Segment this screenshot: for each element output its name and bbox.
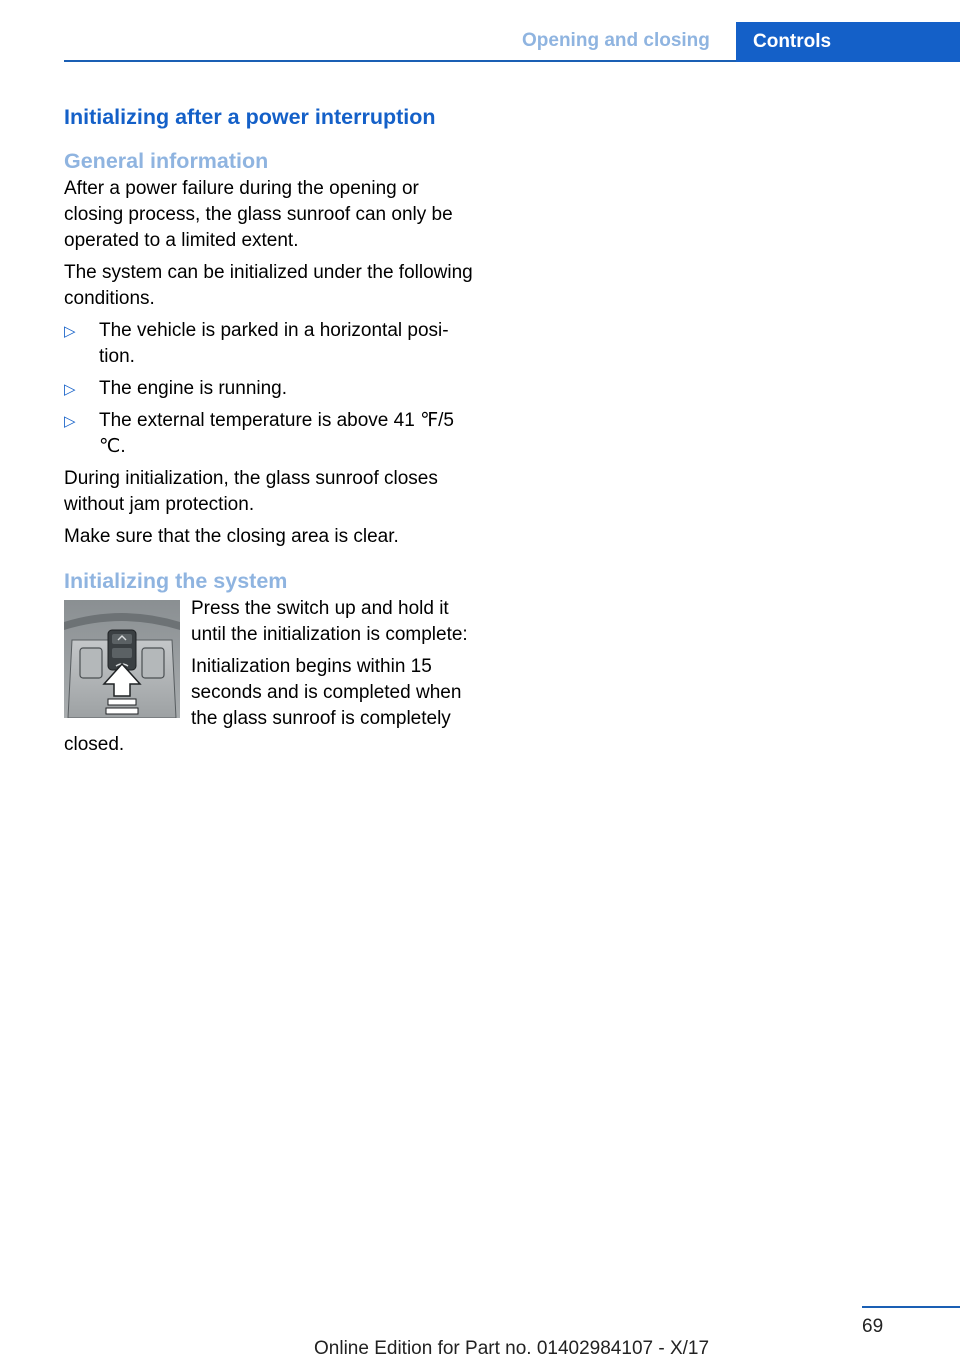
list-item-text: The vehicle is parked in a horizontal posi tion. bbox=[99, 320, 449, 367]
list-item-text: The external temperature is above 41 ℉/5 ℃. bbox=[99, 410, 454, 457]
general-paragraph-4: Make sure that the closing area is clear. bbox=[64, 526, 399, 547]
general-paragraph-2: The system can be initialized under the following conditions. bbox=[64, 262, 473, 309]
system-paragraph-1: Press the switch up and hold it until the initialization is complete: bbox=[191, 598, 468, 645]
initializing-system-section bbox=[64, 566, 478, 758]
edition-footer: Online Edition for Part no. 01402984107 - X/17 bbox=[314, 1338, 710, 1359]
system-paragraph-2: Initialization begins within 15 seconds and is completed when the glass sunroof is completely closed. bbox=[64, 656, 462, 755]
triangle-bullet-icon: ▷ bbox=[64, 381, 76, 398]
page-number: 69 bbox=[862, 1316, 884, 1337]
list-item bbox=[64, 376, 478, 402]
general-paragraph-3: During initialization, the glass sunroof closes without jam protection. bbox=[64, 468, 438, 515]
triangle-bullet-icon: ▷ bbox=[64, 323, 76, 340]
footer-rule bbox=[862, 1306, 960, 1308]
list-item-text: The engine is running. bbox=[99, 378, 288, 399]
general-paragraph-1: After a power failure during the opening or closing process, the glass sunroof can only be operated to a limited extent. bbox=[64, 178, 453, 251]
main-column bbox=[64, 100, 478, 764]
section-tab[interactable]: Opening and closing bbox=[522, 30, 710, 51]
page-title: Initializing after a power interruption bbox=[64, 105, 436, 129]
conditions-list bbox=[64, 318, 478, 460]
list-item bbox=[64, 318, 478, 370]
general-info-heading: General information bbox=[64, 149, 269, 173]
list-item bbox=[64, 408, 478, 460]
sunroof-switch-illustration bbox=[64, 600, 180, 718]
triangle-bullet-icon: ▷ bbox=[64, 413, 76, 430]
init-system-heading: Initializing the system bbox=[64, 569, 288, 593]
chapter-tab[interactable]: Controls bbox=[736, 22, 960, 62]
